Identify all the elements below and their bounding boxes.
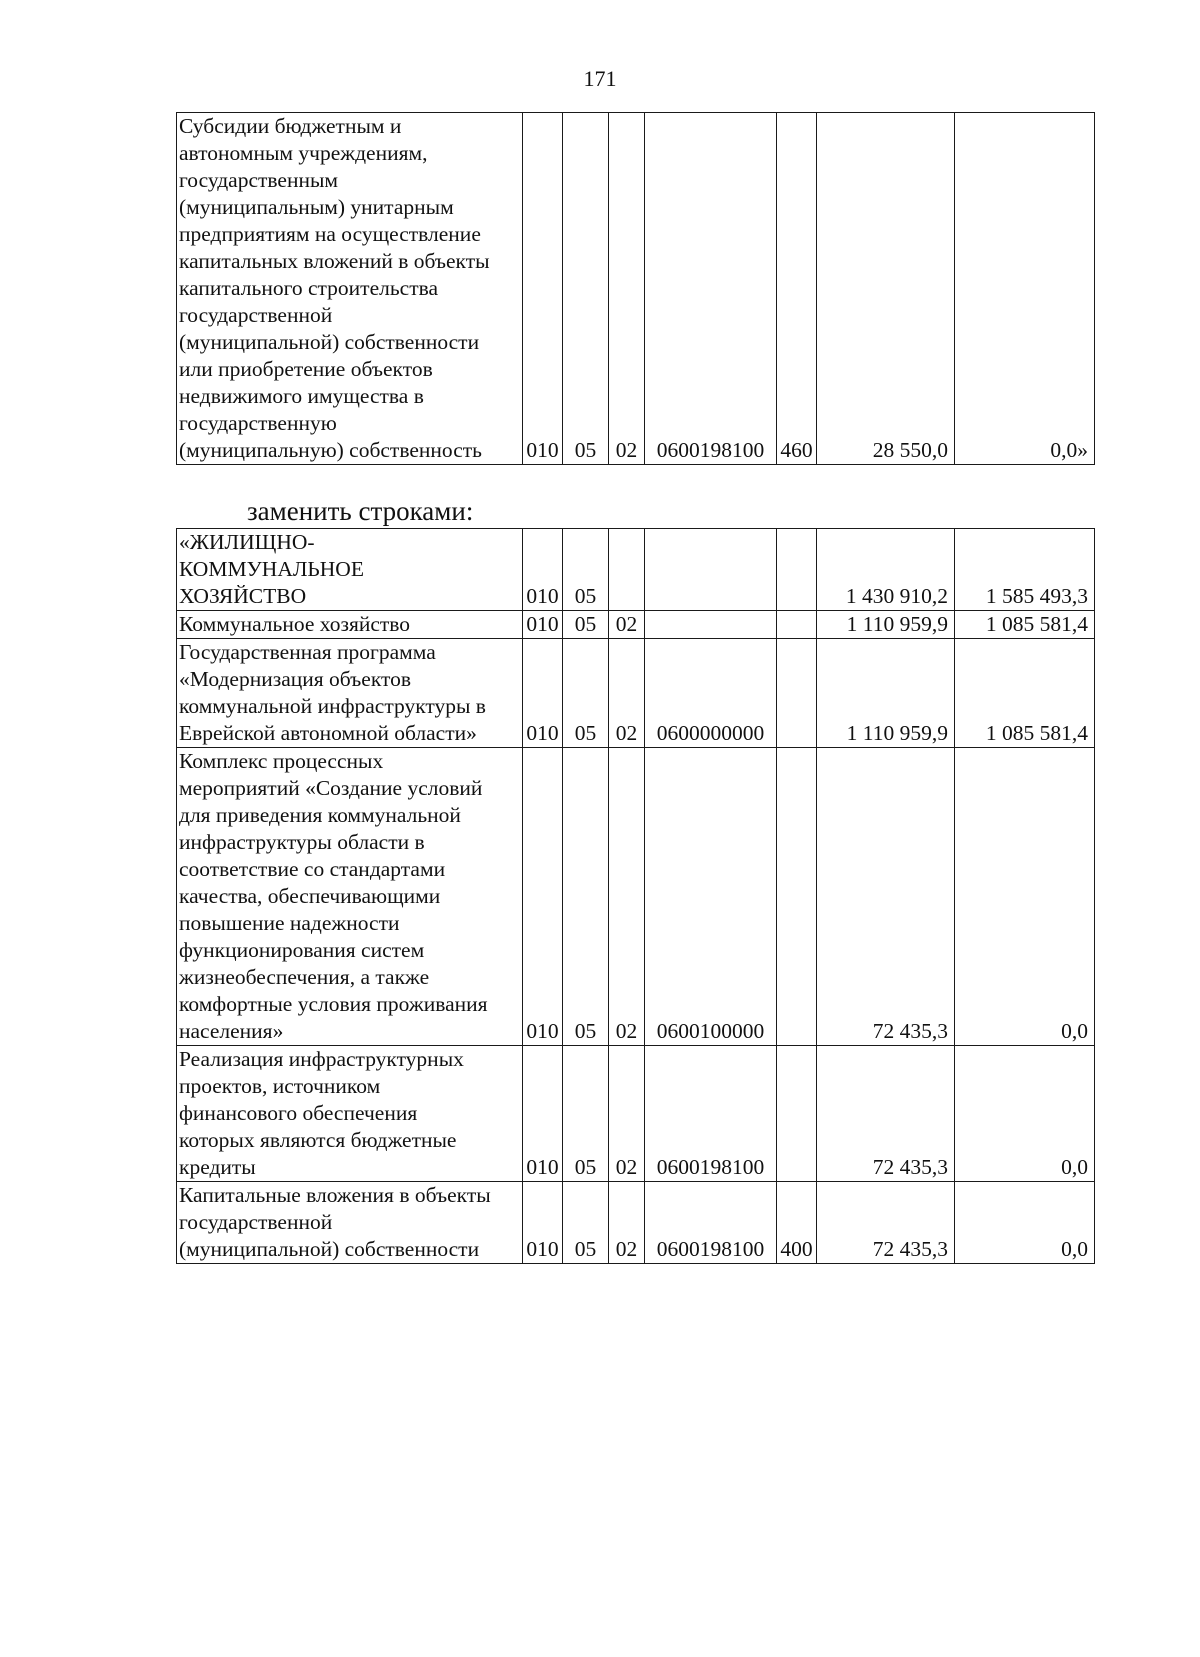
section-cell: 05 bbox=[563, 113, 609, 465]
item-name-line: государственной bbox=[179, 303, 333, 327]
table-row bbox=[177, 529, 1095, 611]
section-cell: 05 bbox=[563, 529, 609, 611]
item-name-line: соответствие со стандартами bbox=[179, 857, 446, 881]
subsection-cell bbox=[609, 529, 645, 611]
amount-year-1-cell: 72 435,3 bbox=[817, 1182, 955, 1264]
item-name-line: «Модернизация объектов bbox=[179, 667, 412, 691]
table-row bbox=[177, 611, 1095, 639]
item-name-cell bbox=[177, 529, 523, 611]
expense-kind-cell bbox=[777, 611, 817, 639]
item-name-line: капитального строительства bbox=[179, 276, 439, 300]
item-name-line: жизнеобеспечения, а также bbox=[179, 965, 430, 989]
item-name-line: качества, обеспечивающими bbox=[179, 884, 441, 908]
amount-year-1-cell: 72 435,3 bbox=[817, 748, 955, 1046]
item-name-line: ХОЗЯЙСТВО bbox=[179, 584, 307, 608]
subsection-cell: 02 bbox=[609, 611, 645, 639]
item-name-line: финансового обеспечения bbox=[179, 1101, 418, 1125]
amount-year-2-cell: 1 585 493,3 bbox=[955, 529, 1095, 611]
amount-year-1-cell: 1 430 910,2 bbox=[817, 529, 955, 611]
amount-year-2-cell: 0,0 bbox=[955, 1182, 1095, 1264]
item-name-line: функционирования систем bbox=[179, 938, 425, 962]
item-name-line: населения» bbox=[179, 1019, 284, 1043]
target-article-cell bbox=[645, 529, 777, 611]
item-name-line: недвижимого имущества в bbox=[179, 384, 424, 408]
item-name-line: (муниципальной) собственности bbox=[179, 1237, 480, 1261]
item-name-line: (муниципальным) унитарным bbox=[179, 195, 454, 219]
budget-code-cell: 010 bbox=[523, 639, 563, 748]
table-row bbox=[177, 748, 1095, 1046]
subsection-cell: 02 bbox=[609, 748, 645, 1046]
table-row bbox=[177, 639, 1095, 748]
item-name-line: комфортные условия проживания bbox=[179, 992, 488, 1016]
amount-year-1-cell: 1 110 959,9 bbox=[817, 639, 955, 748]
item-name-cell bbox=[177, 748, 523, 1046]
item-name-line: Субсидии бюджетным и bbox=[179, 114, 402, 138]
item-name-line: Комплекс процессных bbox=[179, 749, 384, 773]
expense-kind-cell: 400 bbox=[777, 1182, 817, 1264]
item-name-line: Капитальные вложения в объекты bbox=[179, 1183, 491, 1207]
target-article-cell: 0600000000 bbox=[645, 639, 777, 748]
budget-code-cell: 010 bbox=[523, 1046, 563, 1182]
budget-code-cell: 010 bbox=[523, 113, 563, 465]
item-name-line: государственным bbox=[179, 168, 339, 192]
item-name-cell bbox=[177, 113, 523, 465]
section-cell: 05 bbox=[563, 1046, 609, 1182]
amount-year-1-cell: 72 435,3 bbox=[817, 1046, 955, 1182]
amount-year-2-cell: 0,0» bbox=[955, 113, 1095, 465]
budget-code-cell: 010 bbox=[523, 611, 563, 639]
amount-year-1-cell: 28 550,0 bbox=[817, 113, 955, 465]
item-name-line: для приведения коммунальной bbox=[179, 803, 461, 827]
item-name-line: государственную bbox=[179, 411, 337, 435]
expense-kind-cell bbox=[777, 1046, 817, 1182]
section-cell: 05 bbox=[563, 748, 609, 1046]
replace-caption: заменить строками: bbox=[247, 496, 474, 526]
item-name-line: Коммунальное хозяйство bbox=[179, 612, 411, 636]
item-name-line: проектов, источником bbox=[179, 1074, 381, 1098]
item-name-cell bbox=[177, 639, 523, 748]
item-name-line: автономным учреждениям, bbox=[179, 141, 428, 165]
item-name-line: предприятиям на осуществление bbox=[179, 222, 481, 246]
amount-year-2-cell: 0,0 bbox=[955, 1046, 1095, 1182]
item-name-line: капитальных вложений в объекты bbox=[179, 249, 490, 273]
amount-year-2-cell: 1 085 581,4 bbox=[955, 611, 1095, 639]
table-row bbox=[177, 1046, 1095, 1182]
item-name-cell bbox=[177, 1182, 523, 1264]
amount-year-2-cell: 1 085 581,4 bbox=[955, 639, 1095, 748]
budget-table-new-rows bbox=[176, 528, 1095, 1264]
target-article-cell: 0600198100 bbox=[645, 1182, 777, 1264]
amount-year-1-cell: 1 110 959,9 bbox=[817, 611, 955, 639]
item-name-line: или приобретение объектов bbox=[179, 357, 433, 381]
page-number: 171 bbox=[583, 66, 617, 91]
subsection-cell: 02 bbox=[609, 1182, 645, 1264]
amount-year-2-cell: 0,0 bbox=[955, 748, 1095, 1046]
budget-code-cell: 010 bbox=[523, 1182, 563, 1264]
budget-code-cell: 010 bbox=[523, 529, 563, 611]
item-name-line: коммунальной инфраструктуры в bbox=[179, 694, 486, 718]
item-name-line: Государственная программа bbox=[179, 640, 436, 664]
budget-table-old-rows bbox=[176, 112, 1095, 465]
subsection-cell: 02 bbox=[609, 113, 645, 465]
expense-kind-cell bbox=[777, 748, 817, 1046]
item-name-line: повышение надежности bbox=[179, 911, 400, 935]
target-article-cell: 0600100000 bbox=[645, 748, 777, 1046]
table-row bbox=[177, 113, 1095, 465]
item-name-cell bbox=[177, 1046, 523, 1182]
section-cell: 05 bbox=[563, 611, 609, 639]
budget-code-cell: 010 bbox=[523, 748, 563, 1046]
item-name-line: инфраструктуры области в bbox=[179, 830, 425, 854]
item-name-line: которых являются бюджетные bbox=[179, 1128, 457, 1152]
item-name-line: мероприятий «Создание условий bbox=[179, 776, 483, 800]
subsection-cell: 02 bbox=[609, 639, 645, 748]
item-name-line: (муниципальную) собственность bbox=[179, 438, 482, 462]
item-name-line: (муниципальной) собственности bbox=[179, 330, 480, 354]
subsection-cell: 02 bbox=[609, 1046, 645, 1182]
section-cell: 05 bbox=[563, 639, 609, 748]
expense-kind-cell: 460 bbox=[777, 113, 817, 465]
item-name-line: «ЖИЛИЩНО- bbox=[179, 530, 315, 554]
section-cell: 05 bbox=[563, 1182, 609, 1264]
item-name-line: Еврейской автономной области» bbox=[179, 721, 477, 745]
item-name-line: кредиты bbox=[179, 1155, 256, 1179]
item-name-line: государственной bbox=[179, 1210, 333, 1234]
item-name-cell bbox=[177, 611, 523, 639]
target-article-cell: 0600198100 bbox=[645, 1046, 777, 1182]
target-article-cell bbox=[645, 611, 777, 639]
target-article-cell: 0600198100 bbox=[645, 113, 777, 465]
item-name-line: Реализация инфраструктурных bbox=[179, 1047, 464, 1071]
expense-kind-cell bbox=[777, 529, 817, 611]
table-row bbox=[177, 1182, 1095, 1264]
expense-kind-cell bbox=[777, 639, 817, 748]
item-name-line: КОММУНАЛЬНОЕ bbox=[179, 557, 364, 581]
